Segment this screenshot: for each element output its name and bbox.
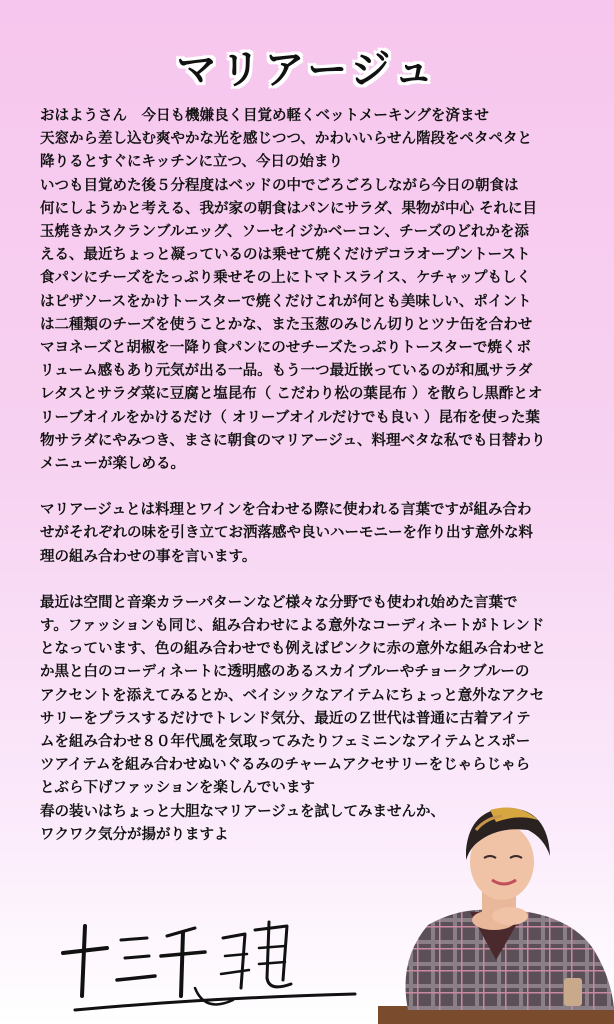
paragraph-fashion: 最近は空間と音楽カラーパターンなど様々な分野でも使われ始めた言葉で す。ファッションも同じ、組み合わせによる意外なコーディネートがトレンド となっています、色の組み合わせでも例えばピンクに赤の意外な組み合わせと か黒と白のコーディネートに透明感のあるスカイブルーやチョークブルーの アクセントを添えてみるとか、ベイシックなアイテムにちょっと意外なアクセ サリーをプラスするだけでトレンド気分、最近のＺ世代は普通に古着アイテ ムを組み合わせ８０年代風を気取ってみたりフェミニンなアイテムとスポー ツアイテムを組み合わせぬいぐるみのチャームアクセサリーをじゃらじゃら とぶら下げファッションを楽しんでいます 春の装いはちょっと大胆なマリアージュを試してみませんか、 ワクワク気分が揚がりますよ [40, 594, 547, 843]
paragraph-definition: マリアージュとは料理とワインを合わせる際に使われる言葉ですが組み合わ せがそれぞれの味を引き立てお洒落感や良いハーモニーを作り出す意外な料 理の組み合わせの事を言います。 [40, 502, 533, 565]
handwritten-signature [55, 918, 365, 1018]
portrait-photo [378, 800, 614, 1024]
paragraph-breakfast: おはようさん 今日も機嫌良く目覚め軽くベットメーキングを済ませ 天窓から差し込む爽やかな光を感じつつ、かわいいらせん階段をペタペタと 降りるとすぐにキッチンに立つ、今日の始まり いつも目覚めた後５分程度はベッドの中でごろごろしながら今日の朝食は 何にしようかと考える、我が家の朝食はパンにサラダ、果物が中心 それに目 玉焼きかスクランブルエッグ、ソーセイジかベーコン、チーズのどれかを添 える、最近ちょっと凝っているのは乗せて焼くだけデコラオープントースト 食パンにチーズをたっぷり乗せその上にトマトスライス、ケチャップもしく はピザソースをかけトースターで焼くだけこれが何とも美味しい、ポイント は二種類のチーズを使うことかな、また玉葱のみじん切りとツナ缶を合わせ マヨネーズと胡椒を一降り食パンにのせチーズたっぷりトースターで焼くボ リューム感もあり元気が出る一品。もう一つ最近嵌っているのが和風サラダ レタスとサラダ菜に豆腐と塩昆布（ こだわり松の葉昆布 ）を散らし黒酢とオ リーブオイルをかけるだけ（ オリーブオイルだけでも良い ）昆布を使った葉 物サラダにやみつき、まさに朝食のマリアージュ、料理ベタな私でも日替わり メニューが楽しめる。 [40, 108, 546, 473]
article-body [40, 105, 588, 847]
page-title: マリアージュ [176, 47, 438, 93]
